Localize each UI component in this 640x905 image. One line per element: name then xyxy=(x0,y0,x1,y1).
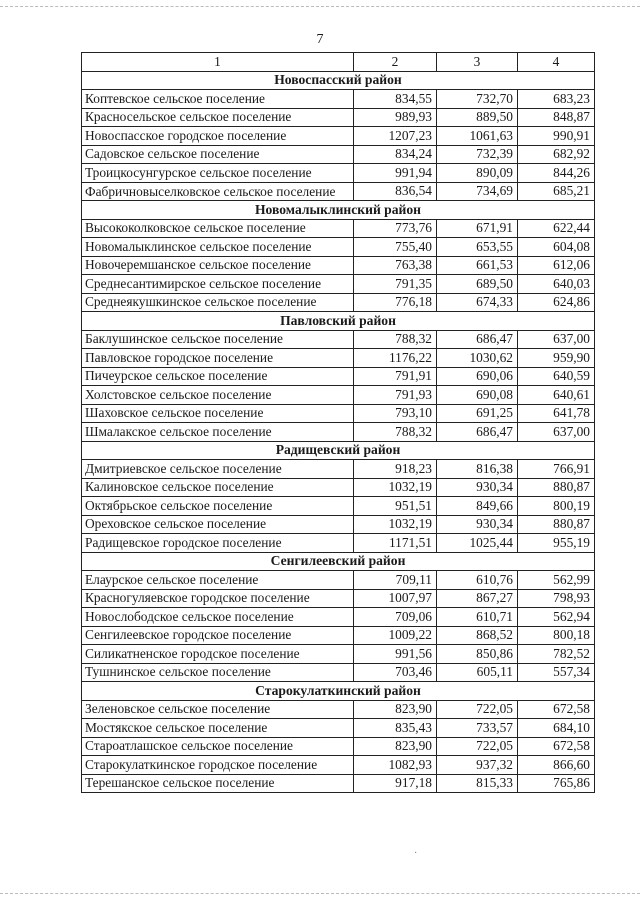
value-col-4: 562,99 xyxy=(518,571,595,590)
value-col-3: 868,52 xyxy=(437,626,518,645)
value-col-3: 850,86 xyxy=(437,645,518,664)
value-col-2: 1082,93 xyxy=(354,756,437,775)
value-col-2: 1007,97 xyxy=(354,589,437,608)
value-col-4: 782,52 xyxy=(518,645,595,664)
district-row xyxy=(82,682,595,701)
value-col-4: 562,94 xyxy=(518,608,595,627)
table-row xyxy=(82,460,595,479)
settlement-name: Баклушинское сельское поселение xyxy=(82,330,354,349)
table-row xyxy=(82,663,595,682)
value-col-3: 610,76 xyxy=(437,571,518,590)
table-row xyxy=(82,478,595,497)
value-col-4: 766,91 xyxy=(518,460,595,479)
value-col-4: 880,87 xyxy=(518,515,595,534)
value-col-2: 991,56 xyxy=(354,645,437,664)
value-col-3: 686,47 xyxy=(437,423,518,442)
value-col-3: 690,06 xyxy=(437,367,518,386)
settlement-name: Тушнинское сельское поселение xyxy=(82,663,354,682)
value-col-4: 848,87 xyxy=(518,108,595,127)
settlement-name: Новомалыклинское сельское поселение xyxy=(82,238,354,257)
value-col-3: 1030,62 xyxy=(437,349,518,368)
value-col-4: 683,23 xyxy=(518,90,595,109)
value-col-2: 918,23 xyxy=(354,460,437,479)
table-row xyxy=(82,404,595,423)
value-col-2: 823,90 xyxy=(354,700,437,719)
settlement-name: Шмалакское сельское поселение xyxy=(82,423,354,442)
value-col-4: 844,26 xyxy=(518,164,595,183)
header-col-4: 4 xyxy=(518,53,595,72)
settlement-name: Старокулаткинское городское поселение xyxy=(82,756,354,775)
settlement-name: Силикатненское городское поселение xyxy=(82,645,354,664)
value-col-4: 682,92 xyxy=(518,145,595,164)
settlement-name: Октябрьское сельское поселение xyxy=(82,497,354,516)
value-col-4: 640,61 xyxy=(518,386,595,405)
value-col-3: 732,70 xyxy=(437,90,518,109)
value-col-2: 917,18 xyxy=(354,774,437,793)
settlement-name: Калиновское сельское поселение xyxy=(82,478,354,497)
settlement-name: Шаховское сельское поселение xyxy=(82,404,354,423)
value-col-4: 624,86 xyxy=(518,293,595,312)
value-col-2: 991,94 xyxy=(354,164,437,183)
value-col-4: 604,08 xyxy=(518,238,595,257)
header-col-2: 2 xyxy=(354,53,437,72)
table-row xyxy=(82,127,595,146)
settlement-name: Высококолковское сельское поселение xyxy=(82,219,354,238)
table-row xyxy=(82,293,595,312)
settlement-name: Среднеякушкинское сельское поселение xyxy=(82,293,354,312)
settlement-name: Терешанское сельское поселение xyxy=(82,774,354,793)
value-col-4: 765,86 xyxy=(518,774,595,793)
district-row xyxy=(82,552,595,571)
value-col-3: 686,47 xyxy=(437,330,518,349)
table-row xyxy=(82,608,595,627)
value-col-2: 1207,23 xyxy=(354,127,437,146)
settlement-name: Фабричновыселковское сельское поселение xyxy=(82,182,354,201)
table-row xyxy=(82,534,595,553)
header-row xyxy=(82,53,595,72)
value-col-2: 709,06 xyxy=(354,608,437,627)
district-name: Новоспасский район xyxy=(82,71,595,90)
value-col-2: 709,11 xyxy=(354,571,437,590)
settlement-name: Староатлашское сельское поселение xyxy=(82,737,354,756)
value-col-4: 684,10 xyxy=(518,719,595,738)
value-col-3: 661,53 xyxy=(437,256,518,275)
table-row xyxy=(82,349,595,368)
value-col-2: 1009,22 xyxy=(354,626,437,645)
value-col-2: 703,46 xyxy=(354,663,437,682)
district-row xyxy=(82,71,595,90)
table-row xyxy=(82,423,595,442)
table-row xyxy=(82,589,595,608)
table-row xyxy=(82,386,595,405)
value-col-4: 612,06 xyxy=(518,256,595,275)
value-col-2: 763,38 xyxy=(354,256,437,275)
settlement-name: Зеленовское сельское поселение xyxy=(82,700,354,719)
header-col-3: 3 xyxy=(437,53,518,72)
settlement-name: Павловское городское поселение xyxy=(82,349,354,368)
table-body xyxy=(82,71,595,793)
value-col-2: 1176,22 xyxy=(354,349,437,368)
settlement-name: Троицкосунгурское сельское поселение xyxy=(82,164,354,183)
value-col-4: 672,58 xyxy=(518,737,595,756)
value-col-4: 959,90 xyxy=(518,349,595,368)
settlement-name: Красногуляевское городское поселение xyxy=(82,589,354,608)
settlement-name: Елаурское сельское поселение xyxy=(82,571,354,590)
settlement-name: Дмитриевское сельское поселение xyxy=(82,460,354,479)
value-col-3: 732,39 xyxy=(437,145,518,164)
value-col-4: 637,00 xyxy=(518,423,595,442)
value-col-2: 788,32 xyxy=(354,330,437,349)
settlement-name: Новослободское сельское поселение xyxy=(82,608,354,627)
bottom-edge-line xyxy=(0,893,640,894)
district-row xyxy=(82,312,595,331)
settlement-name: Холстовское сельское поселение xyxy=(82,386,354,405)
table-row xyxy=(82,774,595,793)
table-row xyxy=(82,737,595,756)
value-col-4: 637,00 xyxy=(518,330,595,349)
value-col-3: 689,50 xyxy=(437,275,518,294)
value-col-3: 605,11 xyxy=(437,663,518,682)
table-row xyxy=(82,164,595,183)
value-col-4: 800,19 xyxy=(518,497,595,516)
table-row xyxy=(82,700,595,719)
value-col-2: 773,76 xyxy=(354,219,437,238)
table-row xyxy=(82,571,595,590)
value-col-3: 930,34 xyxy=(437,478,518,497)
settlement-name: Сенгилеевское городское поселение xyxy=(82,626,354,645)
value-col-3: 610,71 xyxy=(437,608,518,627)
district-row xyxy=(82,201,595,220)
value-col-4: 955,19 xyxy=(518,534,595,553)
settlement-name: Ореховское сельское поселение xyxy=(82,515,354,534)
value-col-2: 791,93 xyxy=(354,386,437,405)
value-col-3: 734,69 xyxy=(437,182,518,201)
value-col-2: 791,91 xyxy=(354,367,437,386)
value-col-4: 640,59 xyxy=(518,367,595,386)
value-col-3: 867,27 xyxy=(437,589,518,608)
value-col-3: 1061,63 xyxy=(437,127,518,146)
value-col-3: 937,32 xyxy=(437,756,518,775)
value-col-4: 800,18 xyxy=(518,626,595,645)
tariff-table xyxy=(81,52,595,793)
table-row xyxy=(82,367,595,386)
top-edge-line xyxy=(0,6,640,7)
value-col-3: 889,50 xyxy=(437,108,518,127)
district-name: Павловский район xyxy=(82,312,595,331)
value-col-2: 755,40 xyxy=(354,238,437,257)
table-row xyxy=(82,515,595,534)
value-col-3: 690,08 xyxy=(437,386,518,405)
value-col-2: 793,10 xyxy=(354,404,437,423)
value-col-2: 1032,19 xyxy=(354,515,437,534)
table-row xyxy=(82,238,595,257)
value-col-2: 834,24 xyxy=(354,145,437,164)
value-col-2: 836,54 xyxy=(354,182,437,201)
settlement-name: Красносельское сельское поселение xyxy=(82,108,354,127)
table-row xyxy=(82,330,595,349)
value-col-2: 834,55 xyxy=(354,90,437,109)
value-col-3: 1025,44 xyxy=(437,534,518,553)
table-row xyxy=(82,275,595,294)
value-col-3: 890,09 xyxy=(437,164,518,183)
header-col-1: 1 xyxy=(82,53,354,72)
settlement-name: Мостякское сельское поселение xyxy=(82,719,354,738)
value-col-3: 816,38 xyxy=(437,460,518,479)
value-col-2: 776,18 xyxy=(354,293,437,312)
table-row xyxy=(82,219,595,238)
value-col-2: 835,43 xyxy=(354,719,437,738)
value-col-2: 788,32 xyxy=(354,423,437,442)
value-col-4: 672,58 xyxy=(518,700,595,719)
settlement-name: Новоспасское городское поселение xyxy=(82,127,354,146)
value-col-3: 691,25 xyxy=(437,404,518,423)
settlement-name: Садовское сельское поселение xyxy=(82,145,354,164)
district-name: Радищевский район xyxy=(82,441,595,460)
value-col-2: 1171,51 xyxy=(354,534,437,553)
district-row xyxy=(82,441,595,460)
value-col-3: 653,55 xyxy=(437,238,518,257)
table-row xyxy=(82,256,595,275)
table-row xyxy=(82,645,595,664)
value-col-2: 823,90 xyxy=(354,737,437,756)
settlement-name: Коптевское сельское поселение xyxy=(82,90,354,109)
district-name: Новомалыклинский район xyxy=(82,201,595,220)
value-col-3: 815,33 xyxy=(437,774,518,793)
table-row xyxy=(82,90,595,109)
settlement-name: Среднесантимирское сельское поселение xyxy=(82,275,354,294)
value-col-3: 733,57 xyxy=(437,719,518,738)
district-name: Сенгилеевский район xyxy=(82,552,595,571)
value-col-2: 1032,19 xyxy=(354,478,437,497)
table-row xyxy=(82,497,595,516)
value-col-4: 866,60 xyxy=(518,756,595,775)
value-col-3: 722,05 xyxy=(437,700,518,719)
table-row xyxy=(82,719,595,738)
value-col-3: 849,66 xyxy=(437,497,518,516)
value-col-3: 671,91 xyxy=(437,219,518,238)
district-name: Старокулаткинский район xyxy=(82,682,595,701)
table-row xyxy=(82,182,595,201)
value-col-2: 951,51 xyxy=(354,497,437,516)
value-col-4: 990,91 xyxy=(518,127,595,146)
value-col-3: 930,34 xyxy=(437,515,518,534)
table-row xyxy=(82,756,595,775)
table-row xyxy=(82,108,595,127)
value-col-3: 674,33 xyxy=(437,293,518,312)
value-col-4: 641,78 xyxy=(518,404,595,423)
table-row xyxy=(82,145,595,164)
value-col-4: 880,87 xyxy=(518,478,595,497)
table-row xyxy=(82,626,595,645)
value-col-4: 640,03 xyxy=(518,275,595,294)
value-col-2: 989,93 xyxy=(354,108,437,127)
value-col-4: 685,21 xyxy=(518,182,595,201)
value-col-4: 798,93 xyxy=(518,589,595,608)
tariff-table-container xyxy=(81,52,594,793)
settlement-name: Пичеурское сельское поселение xyxy=(82,367,354,386)
value-col-3: 722,05 xyxy=(437,737,518,756)
settlement-name: Новочеремшанское сельское поселение xyxy=(82,256,354,275)
value-col-4: 557,34 xyxy=(518,663,595,682)
value-col-2: 791,35 xyxy=(354,275,437,294)
settlement-name: Радищевское городское поселение xyxy=(82,534,354,553)
scan-mark: · xyxy=(414,848,418,859)
page-number: 7 xyxy=(316,32,324,47)
value-col-4: 622,44 xyxy=(518,219,595,238)
